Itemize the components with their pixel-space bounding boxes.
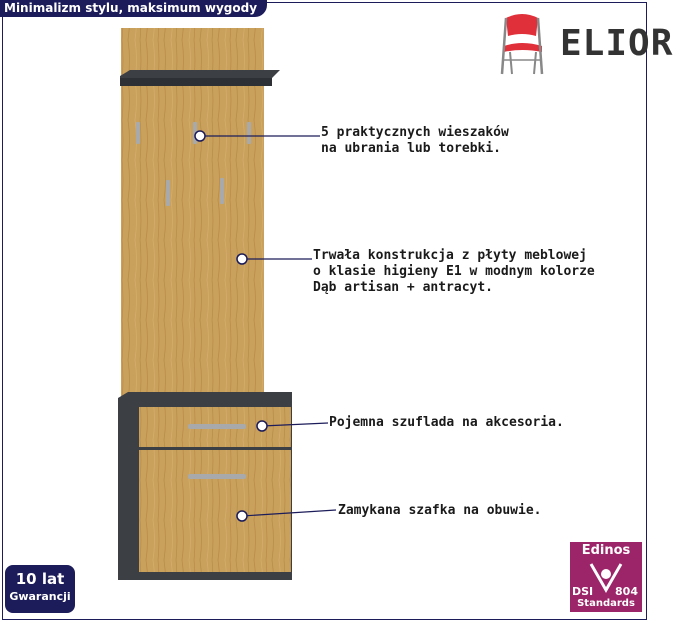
callout-shoe-cabinet-line1: Zamykana szafka na obuwie.: [338, 503, 542, 518]
callout-construction-line1: Trwała konstrukcja z płyty meblowej: [313, 248, 587, 263]
callout-construction: [313, 248, 595, 296]
warranty-badge: [5, 565, 75, 613]
marker-3: [257, 421, 267, 431]
marker-1: [195, 131, 205, 141]
callout-hooks-line2: na ubrania lub torebki.: [321, 141, 502, 156]
marker-2: [237, 254, 247, 264]
door-handle: [188, 474, 246, 479]
callout-hooks: [321, 125, 509, 157]
callout-drawer-line1: Pojemna szuflada na akcesoria.: [329, 415, 564, 430]
marker-4: [237, 511, 247, 521]
warranty-label: Gwarancji: [9, 590, 71, 603]
callout-hooks-line1: 5 praktycznych wieszaków: [321, 125, 509, 140]
badge-number: 804: [615, 585, 638, 598]
callout-construction-line2: o klasie higieny E1 w modnym kolorze: [313, 264, 595, 279]
callout-drawer: [329, 415, 564, 431]
badge-brand: Edinos: [581, 543, 631, 558]
warranty-years: 10 lat: [15, 570, 65, 588]
drawer-handle: [188, 424, 246, 429]
brand-logo: ELIOR: [560, 23, 673, 64]
standards-badge: [570, 542, 642, 612]
hook-3: [247, 122, 251, 144]
badge-left: DSI: [572, 585, 594, 598]
callout-shoe-cabinet: [338, 503, 542, 519]
callout-construction-line3: Dąb artisan + antracyt.: [313, 280, 494, 295]
page-title: Minimalizm stylu, maksimum wygody: [0, 0, 267, 17]
hook-5: [220, 178, 224, 204]
badge-standards: Standards: [577, 598, 635, 609]
shoe-cabinet-door: [139, 450, 291, 572]
hook-4: [166, 180, 170, 206]
hook-1: [136, 122, 140, 144]
